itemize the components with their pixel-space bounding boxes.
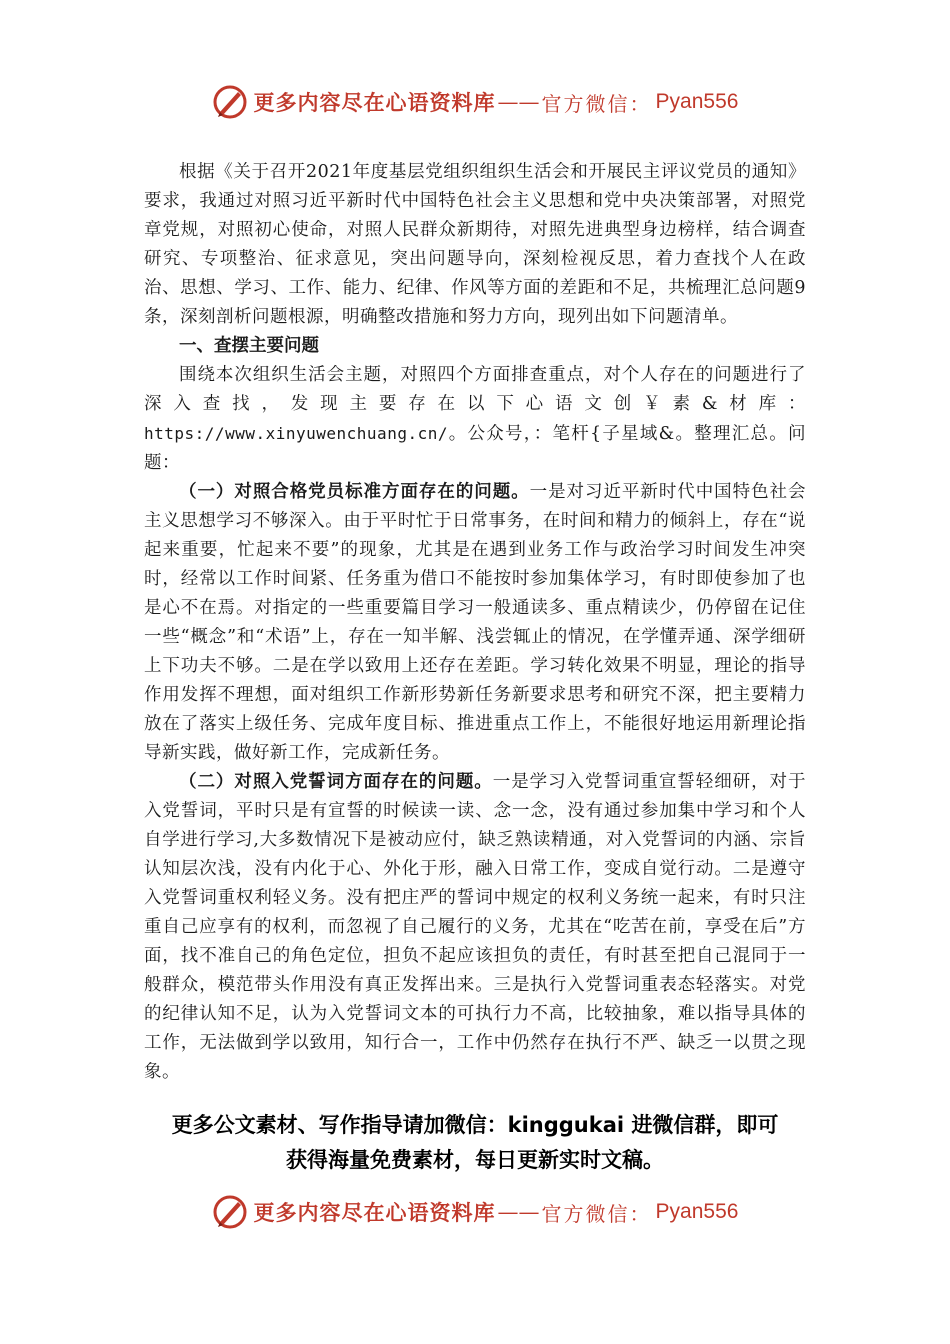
header-banner: [0, 80, 950, 124]
promo-line-1: 更多公文素材、写作指导请加微信：kinggukai 进微信群，即可: [171, 1113, 779, 1137]
intro-paragraph: 根据《关于召开2021年度基层党组织组织生活会和开展民主评议党员的通知》要求，我通过对照习近平新时代中国特色社会主义思想和党中央决策部署，对照党章党规，对照初心使命，对照人民群众新期待，对照先进典型身边榜样，结合调查研究、专项整治、征求意见，突出问题导向，深刻检视反思，着力查找个人在政治、思想、学习、工作、能力、纪律、作风等方面的差距和不足，共梳理汇总问题9条，深刻剖析问题根源，明确整改措施和努力方向，现列出如下问题清单。: [144, 162, 806, 327]
item-title-1: （一）对照合格党员标准方面存在的问题。: [179, 482, 530, 502]
item-paragraph-2: [144, 768, 806, 1087]
item-body-1: 一是对习近平新时代中国特色社会主义思想学习不够深入。由于平时忙于日常事务，在时间和精力的倾斜上，存在“说起来重要，忙起来不要”的现象，尤其是在遇到业务工作与政治学习时间发生冲突时，经常以工作时间紧、任务重为借口不能按时参加集体学习，有时即使参加了也是心不在焉。对指定的一些重要篇目学习一般通读多、重点精读少，仍停留在记住一些“概念”和“术语”上，存在一知半解、浅尝辄止的情况，在学懂弄通、深学细研上下功夫不够。二是在学以致用上还存在差距。学习转化效果不明显，理论的指导作用发挥不理想，面对组织工作新形势新任务新要求思考和研究不深，把主要精力放在了落实上级任务、完成年度目标、推进重点工作上，不能很好地运用新理论指导新实践，做好新工作，完成新任务。: [144, 482, 807, 763]
document-body: [144, 158, 806, 1087]
section-lead-text-a: 围绕本次组织生活会主题，对照四个方面排查重点，对个人存在的问题进行了深入查找，发现主要存在以下心语文创￥素&材库：: [144, 365, 806, 414]
promo-line-2: 获得海量免费素材，每日更新实时文稿。: [286, 1148, 664, 1172]
footer-banner: [0, 1190, 950, 1234]
source-url: https://www.xinyuwenchuang.cn/: [144, 424, 448, 443]
banner-dash: ——: [497, 90, 540, 114]
item-body-2: 一是学习入党誓词重宣誓轻细研，对于入党誓词，平时只是有宣誓的时候读一读、念一念，没有通过参加集中学习和个人自学进行学习,大多数情况下是被动应付，缺乏熟读精通，对入党誓词的内涵、宗旨认知层次浅，没有内化于心、外化于形，融入日常工作，变成自觉行动。二是遵守入党誓词重权利轻义务。没有把庄严的誓词中规定的权利义务统一起来，有时只注重自己应享有的权利，而忽视了自己履行的义务，尤其在“吃苦在前，享受在后”方面，找不准自己的角色定位，担负不起应该担负的责任，有时甚至把自己混同于一般群众，模范带头作用没有真正发挥出来。三是执行入党誓词重表态轻落实。对党的纪律认知不足，认为入党誓词文本的可执行力不高，比较抽象，难以指导具体的工作，无法做到学以致用，知行合一，工作中仍然存在执行不严、缺乏一以贯之现象。: [144, 772, 807, 1082]
pen-logo-icon: [212, 84, 248, 120]
section-lead-text-b: 。公众号，：笔杆{子星域&。整理汇总。问题：: [144, 424, 806, 473]
section-lead-paragraph: [144, 361, 806, 478]
banner-wechat-id: Pyan556: [655, 90, 739, 113]
item-title-2: （二）对照入党誓词方面存在的问题。: [179, 772, 493, 792]
banner-official: 官方微信：: [541, 1201, 652, 1226]
banner-dash: ——: [497, 1200, 540, 1224]
pen-logo-icon: [212, 1194, 248, 1230]
banner-official: 官方微信：: [541, 91, 652, 116]
section-heading: 一、查摆主要问题: [179, 336, 319, 356]
banner-wechat-id: Pyan556: [655, 1200, 739, 1223]
banner-brand: 更多内容尽在心语资料库: [253, 1200, 496, 1225]
banner-brand: 更多内容尽在心语资料库: [253, 90, 496, 115]
item-paragraph-1: [144, 478, 806, 768]
promo-notice: [120, 1108, 830, 1178]
